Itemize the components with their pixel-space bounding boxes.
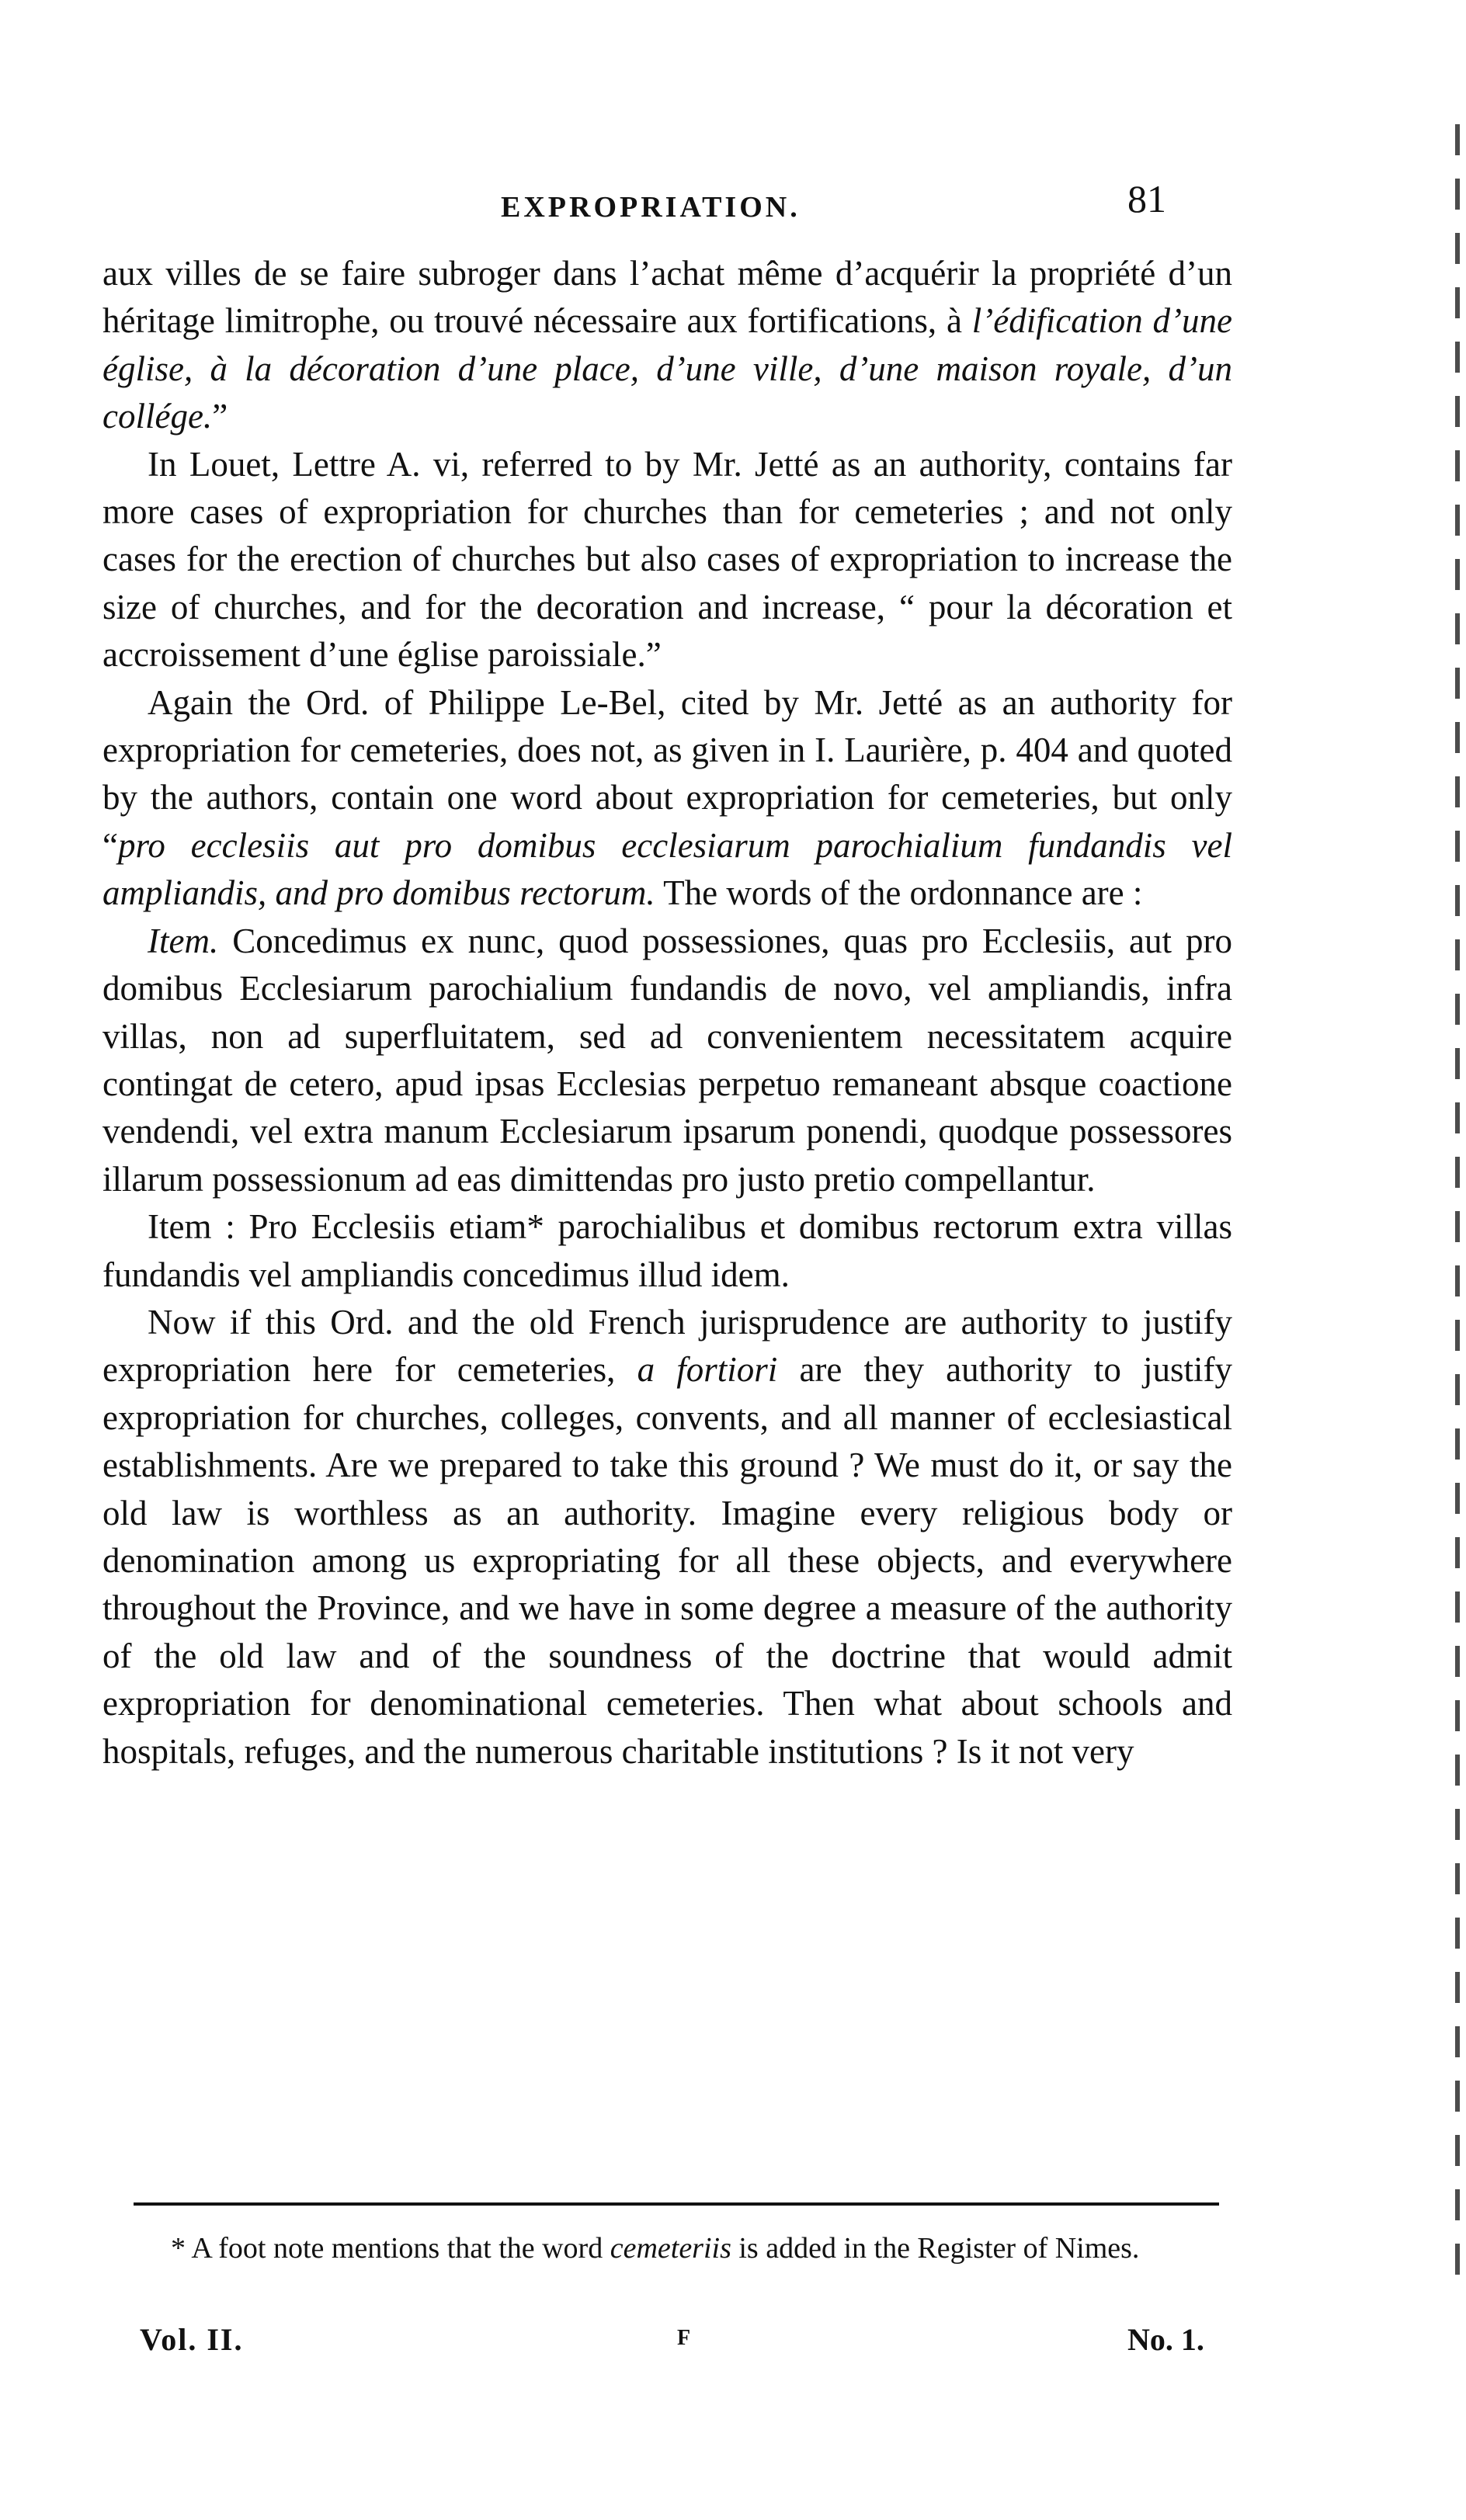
paragraph-3-end: The words of the ordonnance are : — [655, 873, 1143, 913]
paragraph-6-text-a: Now if this Ord. and the old French jurisprudence are authority to justify expropriation here for cemeteries, — [102, 1302, 1232, 1390]
footnote-text — [134, 2227, 1232, 2270]
paragraph-2: In Louet, Lettre A. vi, referred to by Mr. Jetté as an authority, contains far more cases of expropriation for churches than for cemeteries ; and not only cases for the erection of churches but also cases of expropriation to increase the size of churches, and for the decoration and increase, “ pour la décoration et accroissement d’une église paroissiale.” — [102, 444, 1232, 675]
binding-edge-shadow — [1455, 124, 1460, 2282]
page-number: 81 — [1127, 177, 1166, 220]
volume-label: Vol. II. — [140, 2322, 244, 2357]
paragraph-5-latin: Item : Pro Ecclesiis etiam* parochialibus et domibus rectorum extra villas fundandis vel ampliandis concedimus illud idem. — [102, 1207, 1232, 1294]
paragraph-4-text: Concedimus ex nunc, quod possessiones, quas pro Ecclesiis, aut pro domibus Ecclesiarum parochialium fundandis de novo, vel ampliandis, infra villas, non ad superfluitatem, sed ad convenientem necessitatem acquire contingat de cetero, apud ipsas Ecclesias perpetuo remaneant absque coactione vendendi, vel extra manum Ecclesiarum ipsarum ponendi, quodque possessores illarum possessionum ad eas dimittendas pro justo pretio compellantur. — [102, 921, 1232, 1199]
paragraph-6 — [102, 1299, 1232, 1775]
signature-mark: F — [677, 2326, 691, 2350]
issue-number: No. 1. — [1127, 2322, 1204, 2357]
paragraph-1-close-quote: ” — [212, 397, 228, 436]
paragraph-1-text: aux villes de se faire subroger dans l’achat même d’acquérir la propriété d’un héritage limitrophe, ou trouvé nécessaire aux fortifications, à — [102, 254, 1232, 341]
page-header — [0, 159, 1466, 229]
paragraph-3 — [102, 679, 1232, 918]
running-head: EXPROPRIATION. — [501, 191, 801, 224]
item-label: Item. — [148, 921, 219, 960]
page-footer — [0, 2321, 1466, 2383]
paragraph-3-latin-quote: pro ecclesiis aut pro domibus ecclesiarum parochialium fundandis vel ampliandis, and pro domibus rectorum. — [102, 825, 1232, 913]
paragraph-1 — [102, 250, 1232, 441]
a-fortiori: a fortiori — [637, 1350, 778, 1390]
paragraph-6-text-b: are they authority to justify expropriation for churches, colleges, convents, and all manner of ecclesiastical establishments. Are we prepared to take this ground ? We must do it, or say the old law is worthless as an authority. Imagine every religious body or denomination among us expropriating for all these objects, and everywhere throughout the Province, and we have in some degree a measure of the authority of the old law and of the soundness of the doctrine that would admit expropriation for denominational cemeteries. Then what about schools and hospitals, refuges, and the numerous charitable institutions ? Is it not very — [102, 1350, 1232, 1771]
paragraph-3-text: Again the Ord. of Philippe Le-Bel, cited by Mr. Jetté as an authority for expropriation for cemeteries, does not, as given in I. Laurière, p. 404 and quoted by the authors, contain one word about expropriation for cemeteries, but only “ — [102, 682, 1232, 865]
footnote-text-c: is added in the Register of Nimes. — [731, 2232, 1140, 2265]
paragraph-4-latin — [102, 918, 1232, 1203]
footnote-rule — [134, 2202, 1219, 2206]
footnote-text-a: * A foot note mentions that the word — [171, 2232, 610, 2265]
paragraph-1-italic-quote: l’édification d’une église, à la décoration d’une place, d’une ville, d’une maison royale, d’un collége. — [102, 301, 1233, 436]
footnote — [134, 2227, 1232, 2270]
body-text — [102, 250, 1232, 1775]
footnote-italic-word: cemeteriis — [610, 2232, 731, 2265]
